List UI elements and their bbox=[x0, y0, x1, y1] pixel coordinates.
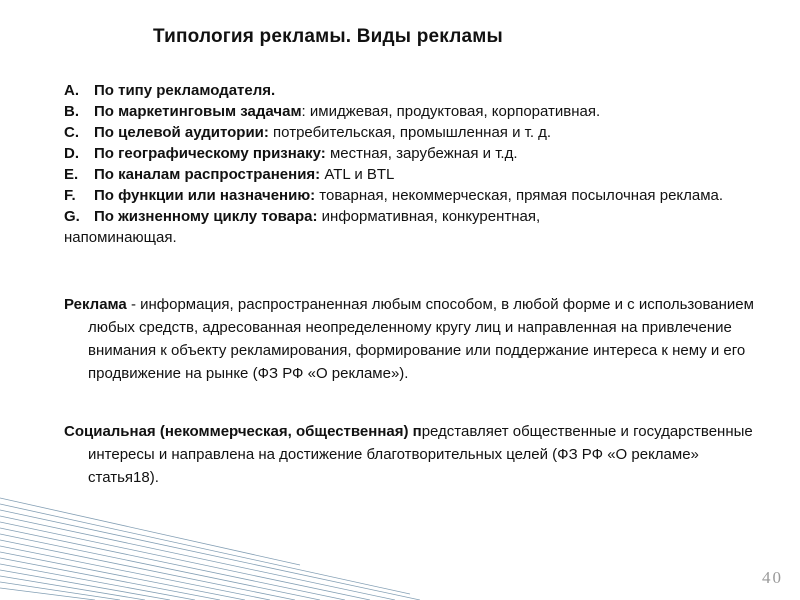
list-item-heading: По типу рекламодателя. bbox=[94, 82, 276, 99]
definition-term: Реклама bbox=[64, 296, 127, 313]
list-item-text: местная, зарубежная и т.д. bbox=[325, 145, 518, 162]
list-item bbox=[64, 101, 764, 122]
list-item-heading: По каналам распространения: bbox=[94, 166, 321, 183]
list-marker: F. bbox=[64, 187, 76, 204]
slide-title: Типология рекламы. Виды рекламы bbox=[153, 26, 503, 47]
list-marker: D. bbox=[64, 145, 79, 162]
list-item-text: ATL и BTL bbox=[320, 166, 395, 183]
list-item-heading: По целевой аудитории: bbox=[94, 124, 269, 141]
page-number: 40 bbox=[762, 568, 783, 587]
list-item-continuation: напоминающая. bbox=[64, 229, 177, 246]
list-marker: C. bbox=[64, 124, 79, 141]
social-paragraph bbox=[64, 420, 754, 489]
list-item-text: : имиджевая, продуктовая, корпоративная. bbox=[301, 103, 601, 120]
list-item-heading: По жизненному циклу товара: bbox=[94, 208, 318, 225]
definition-paragraph bbox=[64, 293, 754, 385]
social-text: редставляет общественные и государственные интересы и направлена на достижение благотворительных целей (ФЗ РФ «О рекламе» статья18). bbox=[88, 423, 753, 486]
list-item-text: потребительская, промышленная и т. д. bbox=[268, 124, 552, 141]
definition-text: - информация, распространенная любым способом, в любой форме и с использованием любых средств, адресованная неопределенному кругу лиц и направленная на привлечение внимания к объекту рекламирования, формирование или поддержание интереса к нему и его продвижение на рынке (ФЗ РФ «О рекламе»). bbox=[88, 296, 754, 382]
list-item bbox=[64, 164, 764, 185]
list-marker: A. bbox=[64, 82, 79, 99]
social-term: Социальная (некоммерческая, общественная) п bbox=[64, 423, 422, 440]
list-marker: B. bbox=[64, 103, 79, 120]
list-item-text: информативная, конкурентная, bbox=[317, 208, 541, 225]
list-item-heading: По функции или назначению: bbox=[94, 187, 316, 204]
list-marker: E. bbox=[64, 166, 79, 183]
typology-list bbox=[64, 80, 764, 248]
list-item bbox=[64, 185, 764, 206]
list-marker: G. bbox=[64, 208, 80, 225]
list-item bbox=[64, 143, 764, 164]
list-item bbox=[64, 122, 764, 143]
list-item-heading: По маркетинговым задачам bbox=[94, 103, 302, 120]
decorative-corner-lines bbox=[0, 490, 420, 600]
list-item-text: товарная, некоммерческая, прямая посылочная реклама. bbox=[315, 187, 724, 204]
list-item bbox=[64, 206, 764, 248]
list-item-heading: По географическому признаку: bbox=[94, 145, 326, 162]
list-item bbox=[64, 80, 764, 101]
